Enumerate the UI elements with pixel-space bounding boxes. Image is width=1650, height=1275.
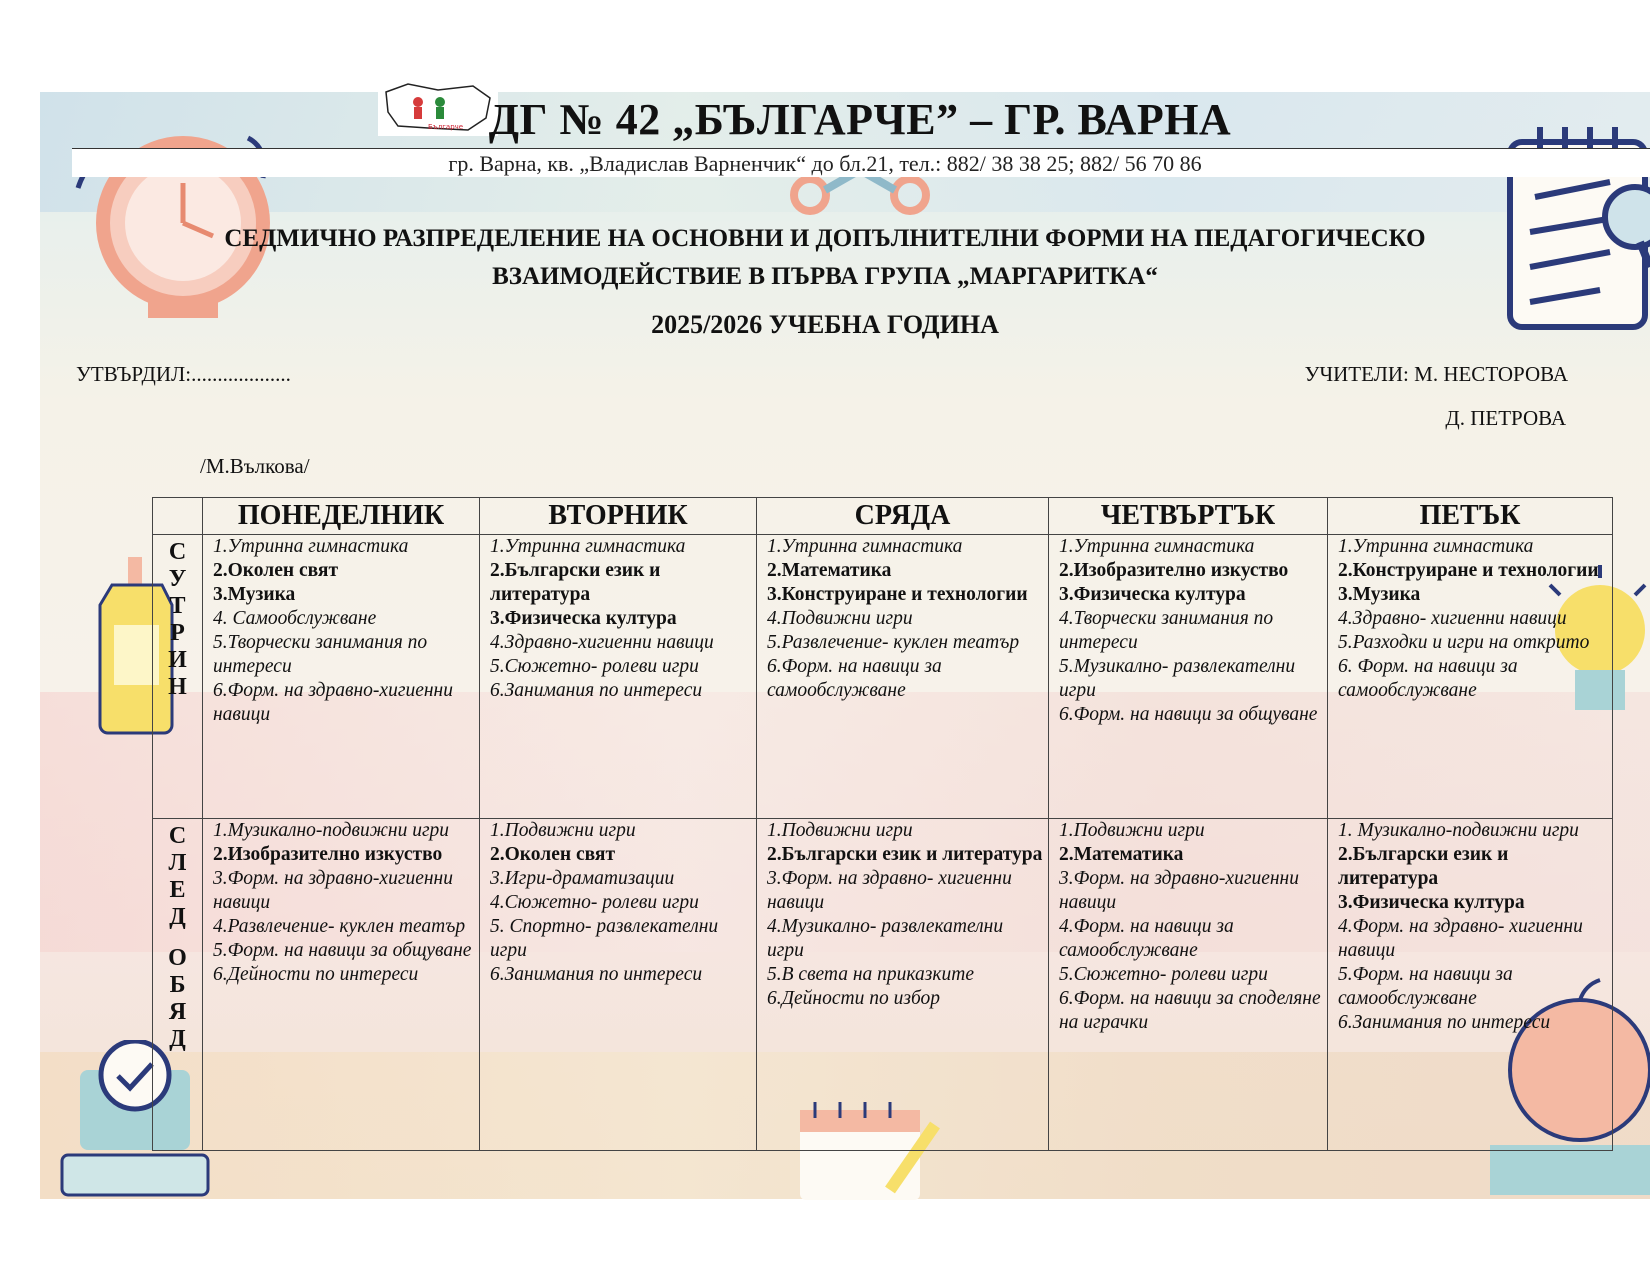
activity-item: 6.Форм. на навици за самообслужване bbox=[767, 656, 942, 701]
school-name: ДГ № 42 „БЪЛГАРЧЕ” – ГР. ВАРНА bbox=[488, 95, 1232, 144]
activity-item: 4.Сюжетно- ролеви игри bbox=[490, 892, 699, 913]
day-header: ЧЕТВЪРТЪК bbox=[1049, 498, 1328, 535]
activity-item: 1.Подвижни игри bbox=[1059, 820, 1205, 841]
activity-item: 6.Дейности по избор bbox=[767, 988, 941, 1009]
day-header: ПОНЕДЕЛНИК bbox=[203, 498, 480, 535]
document-title-line1: СЕДМИЧНО РАЗПРЕДЕЛЕНИЕ НА ОСНОВНИ И ДОПЪЛНИТЕЛНИ ФОРМИ НА ПЕДАГОГИЧЕСКО bbox=[224, 225, 1426, 252]
activity-item: 5.В света на приказките bbox=[767, 964, 975, 985]
activity-item: 5.Сюжетно- ролеви игри bbox=[490, 656, 699, 677]
activity-item: 3.Форм. на здравно-хигиенни навици bbox=[213, 868, 453, 913]
schedule-cell bbox=[1328, 535, 1613, 819]
activity-item: 6.Форм. на здравно-хигиенни навици bbox=[213, 680, 453, 725]
activity-item: 3.Музика bbox=[213, 584, 296, 605]
schedule-cell bbox=[1328, 819, 1613, 1151]
document-title-line2: ВЗАИМОДЕЙСТВИЕ В ПЪРВА ГРУПА „МАРГАРИТКА“ bbox=[492, 263, 1158, 290]
school-year: 2025/2026 УЧЕБНА ГОДИНА bbox=[651, 310, 999, 339]
teachers-line2: Д. ПЕТРОВА bbox=[1445, 406, 1566, 430]
schedule-cell bbox=[480, 819, 757, 1151]
day-header: ВТОРНИК bbox=[480, 498, 757, 535]
activity-item: 2.Околен свят bbox=[490, 844, 616, 865]
activity-item: 2.Конструиране и технологии bbox=[1338, 560, 1599, 581]
activity-item: 1. Музикално-подвижни игри bbox=[1338, 820, 1579, 841]
activity-item: 5.Разходки и игри на открито bbox=[1338, 632, 1590, 653]
schedule-cell bbox=[1049, 535, 1328, 819]
approved-by: УТВЪРДИЛ:................... bbox=[76, 362, 291, 386]
activity-item: 3.Форм. на здравно-хигиенни навици bbox=[1059, 868, 1299, 913]
activity-item: 5. Спортно- развлекателни игри bbox=[490, 916, 719, 961]
activity-item: 3.Форм. на здравно- хигиенни навици bbox=[767, 868, 1012, 913]
activity-item: 5.Сюжетно- ролеви игри bbox=[1059, 964, 1268, 985]
activity-item: 4.Здравно-хигиенни навици bbox=[490, 632, 714, 653]
activity-item: 5.Форм. на навици за общуване bbox=[213, 940, 472, 961]
activity-item: 3.Игри-драматизации bbox=[490, 868, 675, 889]
document-title bbox=[0, 220, 1650, 296]
activity-item: 1.Утринна гимнастика bbox=[1059, 536, 1255, 557]
activity-item: 3.Музика bbox=[1338, 584, 1421, 605]
activity-item: 2.Математика bbox=[767, 560, 892, 581]
activity-item: 2.Български език и литература bbox=[490, 560, 661, 605]
table-header-row bbox=[153, 498, 1613, 535]
activity-item: 2.Български език и литература bbox=[767, 844, 1043, 865]
activity-item: 6.Занимания по интереси bbox=[490, 680, 703, 701]
schedule-cell bbox=[480, 535, 757, 819]
schedule-cell bbox=[203, 535, 480, 819]
activity-item: 5.Музикално- развлекателни игри bbox=[1059, 656, 1296, 701]
activity-item: 2.Математика bbox=[1059, 844, 1184, 865]
activity-item: 1.Утринна гимнастика bbox=[767, 536, 963, 557]
activity-item: 1.Подвижни игри bbox=[767, 820, 913, 841]
activity-item: 1.Подвижни игри bbox=[490, 820, 636, 841]
table-row-afternoon bbox=[153, 819, 1613, 1151]
weekly-schedule-table bbox=[152, 497, 1613, 1151]
period-label-afternoon: С Л Е Д О Б Я Д bbox=[153, 819, 203, 1151]
activity-item: 1.Утринна гимнастика bbox=[1338, 536, 1534, 557]
activity-item: 6.Занимания по интереси bbox=[1338, 1012, 1551, 1033]
activity-item: 5.Развлечение- куклен театър bbox=[767, 632, 1020, 653]
activity-item: 2.Околен свят bbox=[213, 560, 339, 581]
activity-item: 3.Физическа култура bbox=[1059, 584, 1246, 605]
director-name: /М.Вълкова/ bbox=[200, 454, 310, 478]
activity-item: 4. Самообслужване bbox=[213, 608, 377, 629]
schedule-cell bbox=[203, 819, 480, 1151]
teachers-line1: УЧИТЕЛИ: М. НЕСТОРОВА bbox=[1304, 362, 1568, 386]
table-row-morning bbox=[153, 535, 1613, 819]
logo-text: Българче bbox=[428, 123, 464, 131]
activity-item: 3.Конструиране и технологии bbox=[767, 584, 1028, 605]
activity-item: 6.Занимания по интереси bbox=[490, 964, 703, 985]
period-label-morning: С У Т Р И Н bbox=[153, 535, 203, 819]
activity-item: 5.Форм. на навици за самообслужване bbox=[1338, 964, 1513, 1009]
day-header: ПЕТЪК bbox=[1328, 498, 1613, 535]
activity-item: 4.Здравно- хигиенни навици bbox=[1338, 608, 1567, 629]
activity-item: 5.Творчески занимания по интереси bbox=[213, 632, 428, 677]
activity-item: 4.Музикално- развлекателни игри bbox=[767, 916, 1004, 961]
schedule-cell bbox=[1049, 819, 1328, 1151]
activity-item: 2.Изобразително изкуство bbox=[1059, 560, 1289, 581]
activity-item: 4.Развлечение- куклен театър bbox=[213, 916, 466, 937]
schedule-cell bbox=[757, 535, 1049, 819]
day-header: СРЯДА bbox=[757, 498, 1049, 535]
schedule-cell bbox=[757, 819, 1049, 1151]
activity-item: 3.Физическа култура bbox=[490, 608, 677, 629]
corner-cell bbox=[153, 498, 203, 535]
activity-item: 4.Творчески занимания по интереси bbox=[1059, 608, 1274, 653]
activity-item: 4.Форм. на навици за самообслужване bbox=[1059, 916, 1234, 961]
activity-item: 1.Музикално-подвижни игри bbox=[213, 820, 450, 841]
activity-item: 1.Утринна гимнастика bbox=[490, 536, 686, 557]
activity-item: 3.Физическа култура bbox=[1338, 892, 1525, 913]
activity-item: 6.Форм. на навици за споделяне на играчки bbox=[1059, 988, 1321, 1033]
activity-item: 2.Изобразително изкуство bbox=[213, 844, 443, 865]
activity-item: 6.Дейности по интереси bbox=[213, 964, 419, 985]
activity-item: 4.Подвижни игри bbox=[767, 608, 913, 629]
activity-item: 1.Утринна гимнастика bbox=[213, 536, 409, 557]
activity-item: 2.Български език и литература bbox=[1338, 844, 1509, 889]
activity-item: 6. Форм. на навици за самообслужване bbox=[1338, 656, 1518, 701]
activity-item: 4.Форм. на здравно- хигиенни навици bbox=[1338, 916, 1583, 961]
activity-item: 6.Форм. на навици за общуване bbox=[1059, 704, 1318, 725]
school-address: гр. Варна, кв. „Владислав Варненчик“ до бл.21, тел.: 882/ 38 38 25; 882/ 56 70 86 bbox=[448, 151, 1202, 176]
